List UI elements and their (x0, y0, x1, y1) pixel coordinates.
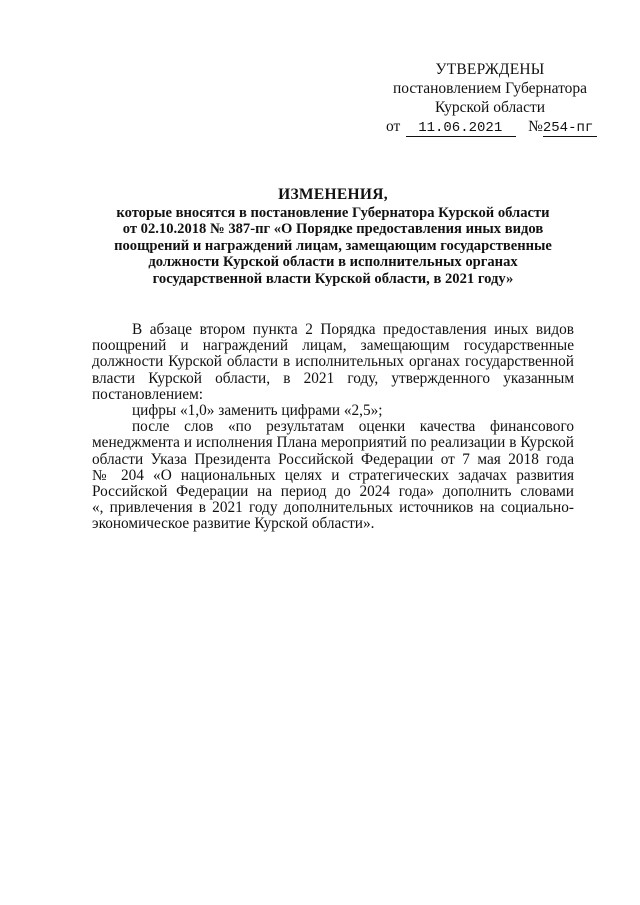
body-line: после слов «по результатам оценки качества финансового (132, 418, 574, 436)
body-line: «, привлечения в 2021 году дополнительных источников на социально- (92, 499, 574, 517)
body-line: должности Курской области в исполнительных органах государственной (92, 353, 574, 371)
document-body (92, 322, 574, 533)
body-line: области Указа Президента Российской Федерации от 7 мая 2018 года (92, 450, 574, 468)
approval-stamp (372, 60, 608, 137)
document-title (90, 187, 576, 287)
title-subtitle-line: поощрений и награждений лицам, замещающим государственные (114, 237, 552, 254)
body-line: экономическое развитие Курской области». (92, 515, 375, 533)
body-line: В абзаце втором пункта 2 Порядка предоставления иных видов (132, 321, 574, 338)
approval-number: 254-пг (543, 120, 597, 137)
body-line: власти Курской области, в 2021 году, утвержденного указанным (92, 369, 574, 387)
body-line: Российской Федерации на период до 2024 года» дополнить словами (92, 483, 574, 501)
title-subtitle-line: должности Курской области в исполнительных органах (148, 254, 518, 270)
title-subtitle-line: которые вносятся в постановление Губернатора Курской области (116, 204, 550, 221)
paragraph-3 (92, 419, 574, 532)
body-line: поощрений и награждений лицам, замещающим государственные (92, 337, 574, 355)
title-subtitle-line: государственной власти Курской области, в 2021 году» (152, 270, 514, 287)
approved-by-line: постановлением Губернатора (392, 80, 588, 97)
number-sign: № (528, 118, 543, 135)
body-line: № 204 «О национальных целях и стратегических задачах развития (92, 466, 574, 484)
date-prefix: от (386, 118, 401, 135)
body-line: менеджмента и исполнения Плана мероприятий по реализации в Курской (92, 434, 574, 452)
title-subtitle-line: от 02.10.2018 № 387-пг «О Порядке предоставления иных видов (122, 221, 544, 237)
paragraph-2 (92, 403, 574, 419)
approved-heading: УТВЕРЖДЕНЫ (435, 61, 545, 78)
title-headline: ИЗМЕНЕНИЯ, (278, 186, 388, 203)
body-line: постановлением: (92, 385, 204, 403)
approval-date-line (372, 117, 608, 137)
paragraph-1 (92, 322, 574, 403)
body-line: цифры «1,0» заменить цифрами «2,5»; (132, 402, 383, 420)
approved-region-line: Курской области (434, 99, 546, 116)
approval-date: 11.06.2021 (406, 120, 516, 137)
